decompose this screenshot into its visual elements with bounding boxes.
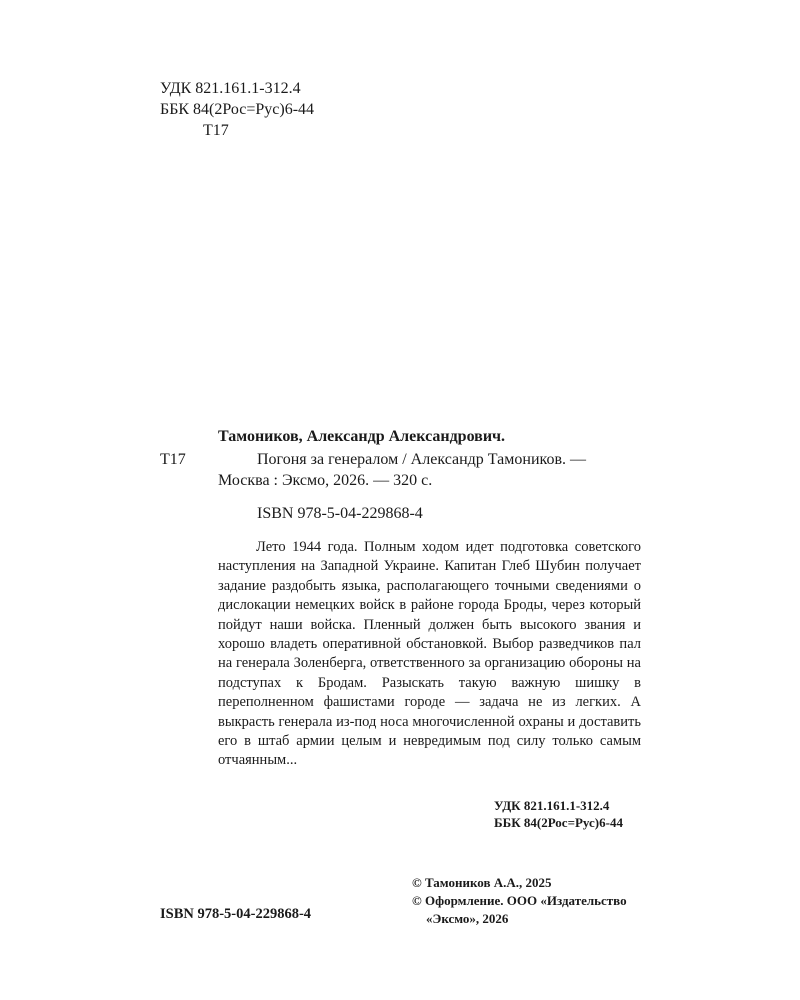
title-line: Погоня за генералом / Александр Тамоников. — [257,451,587,468]
copyright-design: © Оформление. ООО «Издательство [412,893,627,908]
footer-codes [494,797,623,831]
copyright-author: © Тамоников А.А., 2025 [412,875,552,890]
annotation-text: Лето 1944 года. Полным ходом идет подготовка советского наступления на Западной Украине. Капитан Глеб Шубин получает задание раздобыть языка, располагающего точными сведениями о дислокации немецких войск в районе города Броды, через который пойдут наши войска. Пленный должен быть высокого звания и хорошо владеть оперативной обстановкой. Выбор разведчиков пал на генерала Золенберга, ответственного за организацию обороны на подступах к Бродам. Разыскать такую важную шишку в переполненном фашистами городе — задача не из легких. А выкрасть генерала из-под носа многочисленной охраны и доставить его в штаб армии целым и невредимым под силу только самым отчаянным... [218,539,641,769]
footer-udk: УДК 821.161.1-312.4 [494,798,610,813]
isbn-main: ISBN 978-5-04-229868-4 [257,505,423,522]
copyright-design-cont: «Эксмо», 2026 [426,911,509,926]
copyright-block [412,874,647,928]
classification-block [160,78,314,141]
udk-code: УДК 821.161.1-312.4 [160,80,301,97]
footer-bbk: ББК 84(2Рос=Рус)6-44 [494,815,623,830]
bbk-code: ББК 84(2Рос=Рус)6-44 [160,101,315,118]
author-sign: Т17 [203,122,229,139]
publication-line: Москва : Эксмо, 2026. — 320 с. [218,472,433,489]
record-author-sign: Т17 [160,451,186,468]
isbn-bottom: ISBN 978-5-04-229868-4 [160,906,312,922]
author-name: Тамоников, Александр Александрович. [218,428,506,445]
